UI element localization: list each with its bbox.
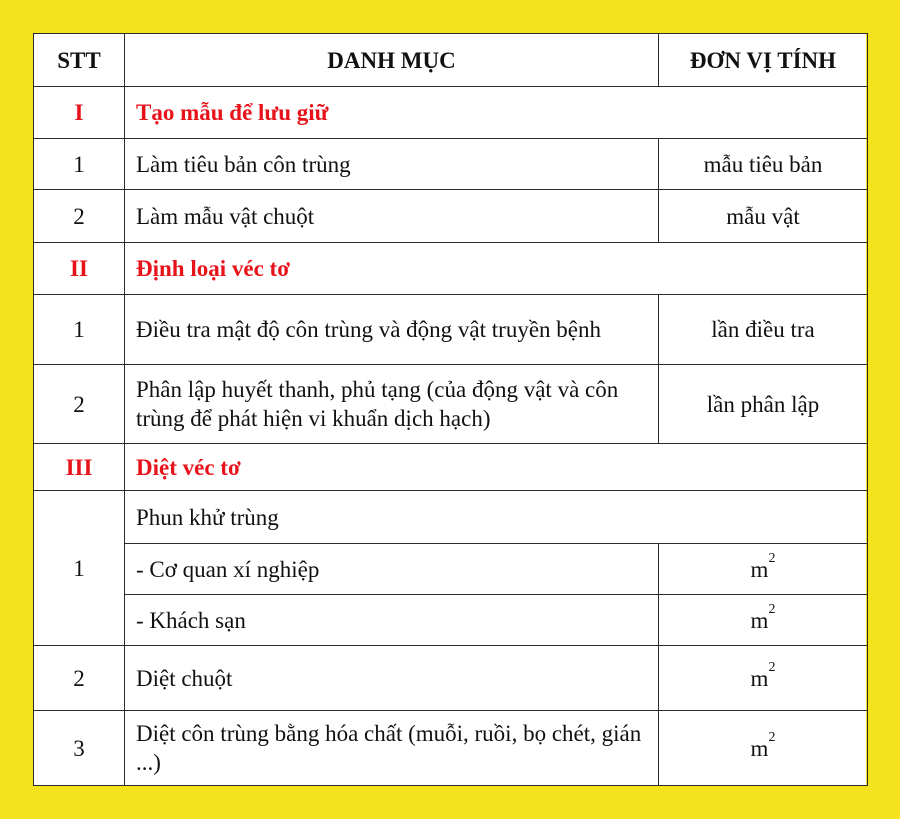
unit-exponent: 2 — [768, 550, 776, 566]
header-danh-muc: DANH MỤC — [125, 34, 659, 87]
table-row — [34, 711, 868, 786]
table-row — [34, 491, 868, 544]
table-row — [34, 139, 868, 190]
section-numeral: I — [34, 87, 125, 139]
subrow-unit — [659, 544, 868, 595]
row-stt: 2 — [34, 190, 125, 243]
row-unit — [659, 646, 868, 711]
table-subrow — [34, 544, 868, 595]
row-unit: mẫu vật — [659, 190, 868, 243]
row-name: Phân lập huyết thanh, phủ tạng (của động vật và côn trùng để phát hiện vi khuẩn dịch hạch) — [125, 365, 659, 444]
row-name: Điều tra mật độ côn trùng và động vật truyền bệnh — [125, 295, 659, 365]
subrow-name: - Khách sạn — [125, 595, 659, 646]
subrow-unit — [659, 595, 868, 646]
unit-base: m — [750, 665, 769, 691]
price-list-sheet — [33, 33, 866, 785]
table-row — [34, 646, 868, 711]
row-stt: 1 — [34, 139, 125, 190]
header-stt: STT — [34, 34, 125, 87]
row-unit: mẫu tiêu bản — [659, 139, 868, 190]
row-stt: 3 — [34, 711, 125, 786]
row-name: Làm tiêu bản côn trùng — [125, 139, 659, 190]
unit-exponent: 2 — [768, 601, 776, 617]
section-title: Diệt véc tơ — [125, 444, 868, 491]
section-title: Định loại véc tơ — [125, 243, 868, 295]
section-row — [34, 243, 868, 295]
section-row — [34, 444, 868, 491]
row-unit: lần phân lập — [659, 365, 868, 444]
service-unit-table — [33, 33, 868, 786]
row-name: Diệt chuột — [125, 646, 659, 711]
table-row — [34, 190, 868, 243]
section-numeral: III — [34, 444, 125, 491]
row-stt: 2 — [34, 365, 125, 444]
table-subrow — [34, 595, 868, 646]
unit-exponent: 2 — [768, 729, 776, 745]
row-stt: 1 — [34, 295, 125, 365]
row-unit — [659, 711, 868, 786]
table-row — [34, 365, 868, 444]
unit-exponent: 2 — [768, 659, 776, 675]
section-title: Tạo mẫu để lưu giữ — [125, 87, 868, 139]
section-numeral: II — [34, 243, 125, 295]
row-name: Làm mẫu vật chuột — [125, 190, 659, 243]
table-row — [34, 295, 868, 365]
row-name: Phun khử trùng — [125, 491, 868, 544]
header-don-vi-tinh: ĐƠN VỊ TÍNH — [659, 34, 868, 87]
row-stt: 1 — [34, 491, 125, 646]
row-name: Diệt côn trùng bằng hóa chất (muỗi, ruồi, bọ chét, gián ...) — [125, 711, 659, 786]
unit-base: m — [750, 556, 769, 582]
row-stt: 2 — [34, 646, 125, 711]
table-header-row — [34, 34, 868, 87]
unit-base: m — [750, 735, 769, 761]
section-row — [34, 87, 868, 139]
row-unit: lần điều tra — [659, 295, 868, 365]
subrow-name: - Cơ quan xí nghiệp — [125, 544, 659, 595]
unit-base: m — [750, 607, 769, 633]
